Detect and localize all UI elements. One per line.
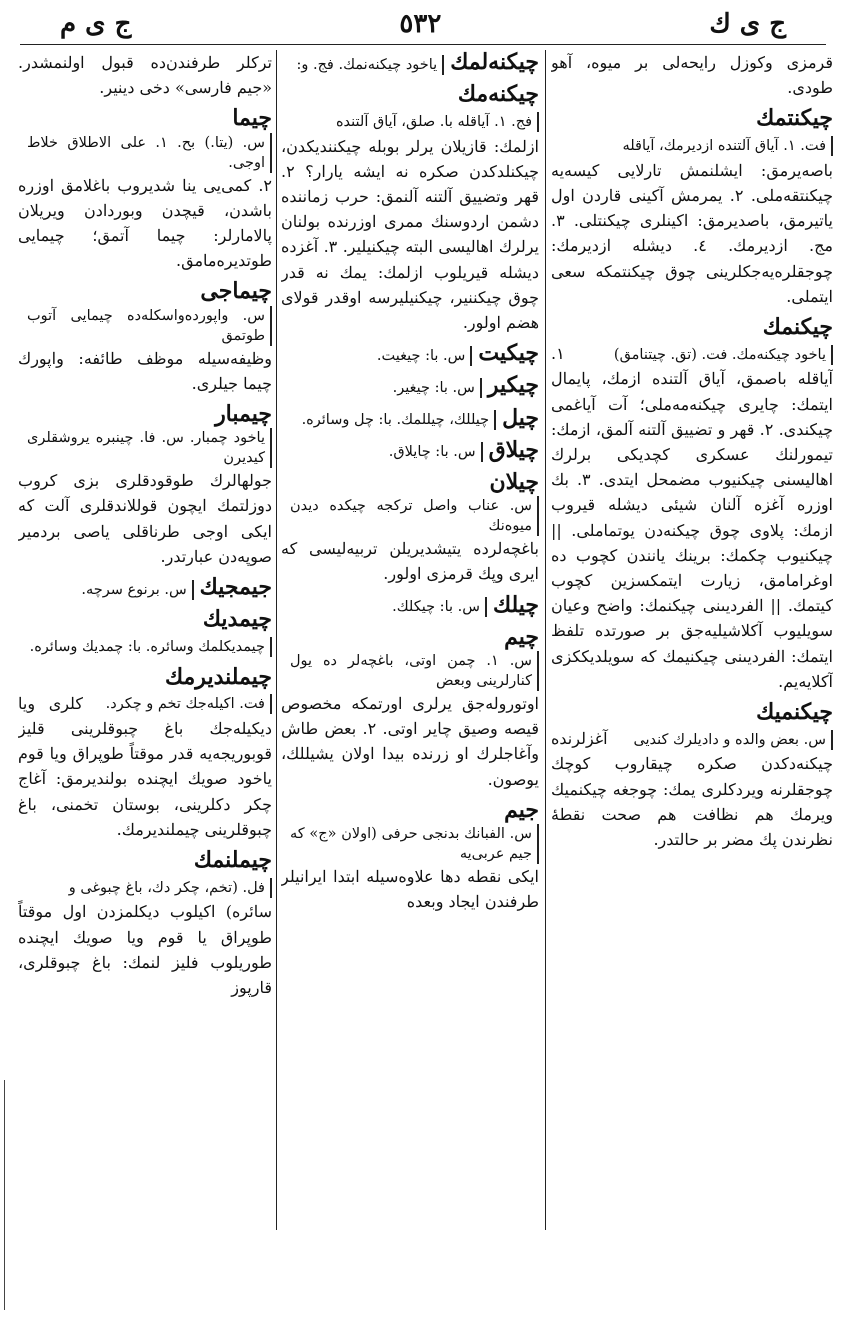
entry-headword: چيم: [504, 623, 539, 650]
dictionary-entry: [18, 665, 272, 842]
entry-definition: كلرى ويا ديكيله‌جك باغ چبوقلرينى قليز قوبوريجه‌يه قدر موقتاً طوپراق ويا قوم ياخود صويك ايچنده بولنديرمق: آغاج چكر دكلرينى، بوستان تخمنى، باغ چبوقلرينى چيملنديرمك.: [18, 693, 272, 839]
dictionary-entry: [281, 341, 539, 367]
entry-definition: آغزلرنده چيكنه‌دكدن صكره چيقاروب كوچك چوجقلرنه ويردكلرى يمك: چوجغه چيكنميك ويرمك هم نظافت هم صحت نقطهٔ نظرندن پك مضر بر حالتدر.: [551, 729, 833, 850]
entry-etymology: فج. ۱. آياقله با. صلق، آياق آلتنده: [331, 112, 539, 132]
column-divider-left: [276, 50, 277, 1230]
page-header: [20, 4, 826, 45]
entry-etymology: س. (يتا.) بح. ۱. على الاطلاق خلاط اوجى.: [22, 133, 272, 173]
entry-headword: چيملنديرمك: [164, 663, 272, 690]
header-letters-left: ج ى م: [60, 9, 132, 39]
entry-etymology: س. الفبانك بدنجى حرفى (اولان «ج» كه جيم عربى‌يه: [285, 824, 539, 864]
entry-etymology: س. ۱. چمن اوتى، باغچه‌لر ده يول كنارلرينى وبعض: [285, 651, 539, 691]
entry-headword: چيكيت: [478, 340, 539, 367]
entry-etymology: چيللك، چيللمك. با: چل وسائره.: [297, 410, 497, 430]
entry-etymology: فت. اكيله‌جك تخم و چكرد.: [101, 694, 272, 714]
dictionary-entry: [551, 315, 833, 694]
entry-definition: قرمزى وكوزل رايحه‌لى بر ميوه، آهو طودى.: [551, 53, 833, 98]
column-left: [18, 50, 272, 1230]
margin-line: [4, 1080, 5, 1310]
entry-definition: ايكى نقطه دها علاوه‌سيله ابتدا ايرانيلر طرفندن ايجاد وبعده: [281, 867, 539, 912]
dictionary-entry: [18, 50, 272, 100]
entry-headword: چيكنه‌مك: [457, 81, 539, 108]
dictionary-entry: [18, 848, 272, 1000]
dictionary-entry: [18, 279, 272, 396]
entry-definition: باغچه‌لرده يتيشديريلن تربيه‌ليسى كه ايرى وپك قرمزى اولور.: [281, 539, 539, 584]
entry-etymology: ياخود چيكنه‌نمك. فج. و:: [291, 55, 444, 75]
entry-etymology: فل. (تخم، چكر دك، باغ چبوغى و: [64, 878, 272, 898]
entry-definition: باصه‌يرمق: ايشلنمش تارلا‌يى كيسه‌يه چيكنتقه‌ملى. ۲. يمرمش آكينى قاردن اول ياتيرمق، باصديرمق: اكينلرى چيكنتلى. ۳. مج. ازديرمك. ٤. ديشله ازديرمك: چوجقلره‌يه‌جكلرينى چوق چيكنتمكه سعى ايتملى.: [551, 160, 833, 306]
entry-etymology: س. با: چايلاق.: [384, 442, 483, 462]
dictionary-entry: [281, 373, 539, 399]
dictionary-entry: [551, 106, 833, 309]
dictionary-entry: [281, 470, 539, 587]
entry-headword: چيما: [232, 105, 272, 132]
entry-etymology: س. با: چيغير.: [388, 378, 482, 398]
entry-etymology: س. عناب واصل تركجه چيكده ديدن ميوه‌نك: [285, 496, 539, 536]
entry-headword: چيل: [502, 404, 539, 431]
column-right: [551, 50, 833, 1230]
dictionary-entry: [281, 593, 539, 619]
entry-definition: تركلر طرفندن‌ده قبول اولنمشدر. «جيم فارسى» دخى دينير.: [18, 53, 272, 98]
entry-etymology: فت. ۱. آياق آلتنده ازديرمك، آياقله: [617, 136, 833, 156]
entry-definition: اوتوروله‌جق يرلرى اورتمكه مخصوص قيصه وصيق چاير اوتى. ۲. بعض طاش وآغاجلرك او زرنده بيدا اولان يشيللك، يوصون.: [281, 694, 539, 789]
dictionary-entry: [18, 575, 272, 601]
entry-definition: جولهالرك طوقودقلرى بزى كروب دوزلتمك ايچون قوللاندقلرى آلت كه ايكى اوجى طرناقلى ياصى بردمير صوپه‌دن عبارتدر.: [18, 471, 272, 566]
entry-etymology: چيمديكلمك وسائره. با: چمديك وسائره.: [25, 637, 272, 657]
entry-etymology: س. بعض والده و داديلرك كنديى: [628, 730, 833, 750]
entry-definition: ازلمك: قازيلان يرلر بوبله چيكننديكدن، چيكنلدكدن صكره نه ايشه يارار؟ ۲. قهر وتضييق آلتنه آلنمق: حرب زماننده دشمن اردوسنك ممرى اوزرنده بولنان يرلرك اهاليسى البته چيكنيلير. ۳. آغزده ديشله قيريلوب ازلمك: يمك نه قدر چوق چيكننير، چيكنيليرسه اوقدر قولاى هضم اولور.: [281, 136, 539, 333]
entry-headword: چيملنمك: [193, 847, 272, 874]
entry-definition: ۱. آياقله باصمق، آياق آلتنده ازمك، پايمال ايتمك: چايرى چيكنه‌مه‌ملى؛ آت آياغمى چيكندى. ۲. قهر و تضييق آلتنه آلمق، ازمك: تيمورلنك عسكرى كچديكى برلرك اهاليسنى چيكنيوب مضمحل ايتدى. ۳. بك اوزره آغزه آلنان شيئى ديشله قيروب ازمك: پلاوى چوق چيكنه‌دن يوتماملى. || چيكنيوب چكمك: برينك يانندن كچوب ده اوغرامامق، زيارت ايتمكسزين كچوب كيتمك. || الفرديىنى چيكنمك: واضح وعيان سويليوب آكلاشيليه‌جق بر صورتده تلفظ ايتمك: الفرديىنى چيكنيمك كه سويلديككزى آكلايه‌يم.: [551, 344, 833, 691]
entry-headword: چيمديك: [202, 606, 272, 633]
dictionary-entry: [281, 438, 539, 464]
dictionary-entry: [551, 700, 833, 852]
dictionary-entry: [281, 625, 539, 792]
dictionary-entry: [281, 798, 539, 915]
column-middle: [281, 50, 539, 1230]
page-number: ٥٣٢: [399, 9, 442, 39]
entry-headword: جيمجيك: [199, 574, 272, 601]
dictionary-entry: [281, 50, 539, 76]
entry-headword: چيلك: [492, 591, 539, 618]
dictionary-entry: [281, 406, 539, 432]
entry-definition: وظيفه‌سيله موظف طائفه: واپورك چيما جيلرى.: [18, 348, 272, 393]
dictionary-entry: [18, 607, 272, 658]
entry-etymology: س. برنوع سرچه.: [76, 580, 193, 600]
entry-headword: چيكنه‌لمك: [450, 50, 539, 75]
entry-headword: چيكنتمك: [756, 105, 833, 132]
entry-headword: چيماجى: [200, 278, 272, 305]
dictionary-entry: [18, 106, 272, 273]
column-divider-right: [545, 50, 546, 1230]
entry-etymology: س. با: چيغيت.: [372, 346, 472, 366]
dictionary-entry: [18, 402, 272, 569]
header-letters-right: ج ى ك: [709, 9, 786, 39]
dictionary-entry: [281, 82, 539, 335]
entry-etymology: ياخود چمبار. س. فا. چينبره‌ يروشقلرى كيديرن: [22, 428, 272, 468]
entry-headword: چيكير: [487, 372, 539, 399]
entry-headword: چيمبار: [215, 401, 272, 428]
entry-headword: چيلاق: [488, 436, 539, 463]
entry-etymology: س. با: چيكلك.: [387, 597, 487, 617]
entry-headword: چيكنميك: [756, 699, 833, 726]
entry-etymology: ياخود چيكنه‌مك. فت. (تق. چيتنامق): [609, 345, 833, 365]
entry-definition: سائره) اكيلوب ديكلمزدن اول موقتاً طوپراق يا قوم ويا صويك ايچنده طوريلوب فليز لنمك: باغ چبوقلرى، قارپوز: [18, 902, 272, 998]
entry-headword: چيكنمك: [762, 314, 833, 341]
dictionary-entry: [551, 50, 833, 100]
entry-definition: ۲. كمى‌يى ينا شديروب باغلامق اوزره باشدن، قيچدن وبوردادن ويريلان پالامارلر: چيما آتمق؛ چيمايى طوتديره‌مامق.: [18, 175, 272, 271]
entry-etymology: س. واپورده‌واسكله‌ده چيمايى آتوب طوتمق: [22, 306, 272, 346]
entry-headword: چيلان: [489, 469, 539, 496]
entry-headword: جيم: [504, 796, 539, 823]
